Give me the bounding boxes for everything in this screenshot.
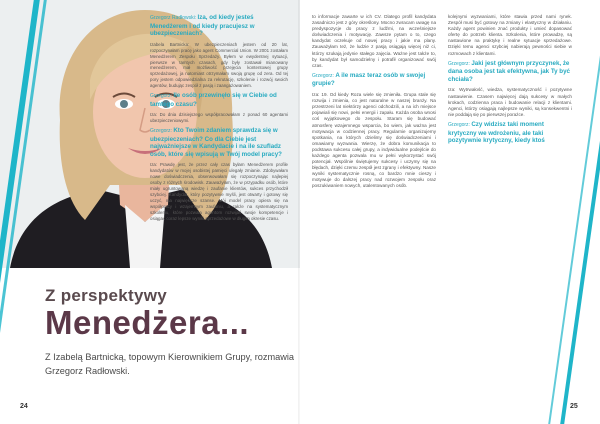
question-speaker: Grzegorz: xyxy=(150,93,174,100)
answer-5: Iza: Wytrwałość, wiedza, systematyczność i pozytywne nastawienie. Czasem najwięcej dają sukcesy w małych krokach, codzienna praca i budowanie relacji z klientami. Agenci, którzy osiągają najlepsze wyniki, są konsekwentni i nie poddają się po pierwszej porażce. xyxy=(448,87,572,117)
text-column-2 xyxy=(312,14,436,193)
heading-line-2: Menedżera... xyxy=(45,304,250,341)
article-subtitle: Z Izabelą Bartnicką, topowym Kierownikiem Grupy, rozmawia Grzegorz Radłowski. xyxy=(45,352,294,376)
question-1 xyxy=(150,14,288,38)
question-text: Kto Twoim zdaniem sprawdza się w ubezpieczeniach? Co dla Ciebie jest najważniejsze w Kandydacie i na ile szufladz osób, które się wpisują w Twój model pracy? xyxy=(150,127,282,158)
question-speaker: Grzegorz: xyxy=(312,72,336,79)
question-text: Jaki jest głównym przyczynek, że dana osoba jest tak efektywna, jak Ty być chciała? xyxy=(448,59,570,83)
question-3 xyxy=(150,127,288,158)
answer-2: Iza: Do dnia dzisiejszego współpracowałam z ponad 60 agentami ubezpieczeniowymi. xyxy=(150,112,288,124)
question-2 xyxy=(150,92,288,108)
answer-3: Iza: Prawdę jest, że przez cały czas byłam Menedżerem profile kandydatów w mojej osobistej pamięci ulegały zmianie. Zdobywałam nowe doświadczenia, obserwowałam się rozpoczynając najlepiej osoby z różnych środowisk. Zauważyłam, że w przypadku osób, które miały ugruntowaną wiedzę i zaufanie klientów, sukces przychodził szybciej. Kandydat, który pozytywnie myśli, jest otwarty i gotowy się uczyć, ma największe szanse. Mój model pracy opiera się na współpracy i wzajemnym zaufaniu, a także na systematycznym szkoleniu, które pozwala agentom rozwijać swoje kompetencje i osiągać coraz lepsze wyniki sprzedażowe w długim okresie czasu. xyxy=(150,162,288,221)
paragraph: to informacje zawarte w ich CV. Dlatego profil kandydata zasadniczo jest z góry określony. Mocno zwracam uwagę na predyspozycje do pracy z ludźmi, na wcześniejsze doświadczenia i motywację. Zawsze pytam o to, czego kandydat oczekuje od nowej pracy i jakie ma plany. Zauważyłam też, że ludzie z pasją osiągają więcej niż ci, którzy szukają jedynie stałego zajęcia. Ważne jest także to, by kandydat był samodzielny i potrafił organizować swój czas. xyxy=(312,14,436,68)
text-column-1 xyxy=(150,14,288,224)
question-text: Iza, od kiedy jesteś Menedżerem i od kiedy pracujesz w ubezpieczeniach? xyxy=(150,14,255,38)
heading-line-1: Z perspektywy xyxy=(45,286,168,305)
answer-1: Izabela Bartnicka: W ubezpieczeniach jestem od 20 lat, rozpoczynałam pracę jako agent Commercial Union. W 2001 zostałam Menedżerem Zespołu Sprzedaży. Byłem w ewydentnej sytuacji, pierwsze w tamtych czasach, gdy były zostawał mianowany menedżerem, mał możliwość przejęcia kontentowej grupy sprzedażowej, ja natomiast otrzymałam swoją grupę od zera. Od tej pory jestem odpowiedzialna za rekrutację, szkolenie i rozwój swoich agentów, budując zespół z pasją i zaangażowaniem. xyxy=(150,41,288,89)
question-5 xyxy=(448,60,572,84)
text-column-3 xyxy=(448,14,572,149)
page-number-left: 24 xyxy=(20,403,28,410)
question-6 xyxy=(448,121,572,145)
paragraph: kolejnymi wyzwaniami, które stawia przed nami rynek. Zespół musi być gotowy na zmiany i elastyczny w działaniu. Każdy agent powinien znać produkty i umieć dopasować ofertę do potrzeb klienta. Szkolenia, które prowadzę, są nastawione na praktykę i realne sytuacje sprzedażowe. Dzięki temu agenci szybciej nabierają pewności siebie w rozmowach z klientami. xyxy=(448,14,572,56)
question-speaker: Grzegorz: xyxy=(150,128,174,135)
answer-4: Iza: 19. Od kiedy Roza wiele się zmieniła. Grupa stale się rozwija i zmienia, co jest naturalne w naszej branży. Na przestrzeni lat niektórzy agenci odchodzili, a na ich miejsce pojawiali się nowi, pełni energii i zapału. Każda osoba wnosi coś wyjątkowego do zespołu. Staram się budować atmosferę wzajemnego wsparcia, bo wiem, jak ważna jest motywacja w codziennej pracy. Regularnie organizujemy spotkania, na których dzielimy się doświadczeniami i omawiamy wyzwania. Wierzę, że dobra komunikacja to podstawa sukcesu całej grupy, a indywidualne podejście do każdego agenta pozwala mu w pełni wykorzystać swój potencjał. Wspólnie świętujemy sukcesy i uczymy się na błędach, dzięki czemu zespół jest zgrany i efektywny. Nasze wyniki systematycznie rosną, co bardzo mnie cieszy i motywuje do dalszej pracy nad rozwojem zespołu oraz poszukiwaniem nowych, utalentowanych osób. xyxy=(312,92,436,189)
question-speaker: Grzegorz: xyxy=(448,60,472,67)
page-number-right: 25 xyxy=(570,403,578,410)
question-text: Czy widzisz taki moment krytyczny we wdrożeniu, ale taki pozytywnie krytyczny, kiedy ktoś xyxy=(448,120,545,145)
question-speaker: Grzegorz: xyxy=(448,121,472,128)
question-speaker: Grzegorz Radłowski: xyxy=(150,15,198,21)
question-4 xyxy=(312,72,436,88)
question-text: A ile masz teraz osób w swojej grupie? xyxy=(312,71,426,88)
question-text: Ile osób przewinęło się w Ciebie od tamtego czasu? xyxy=(150,92,277,108)
